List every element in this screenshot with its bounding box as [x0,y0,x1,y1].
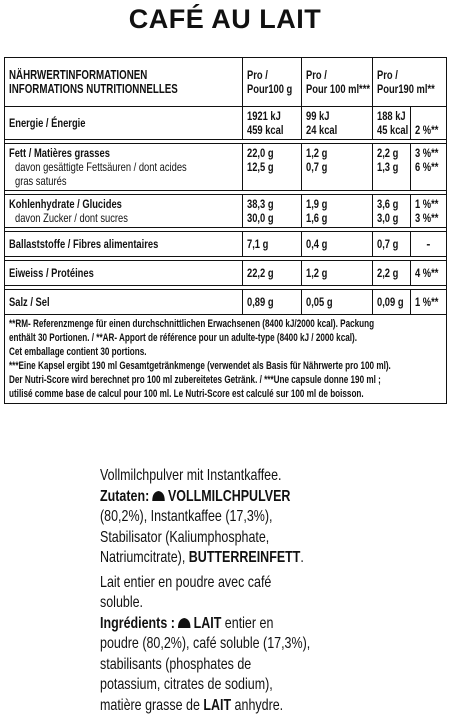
footnotes-row [5,315,447,404]
row-carbohydrates: Kohlenhydrate / Glucides davon Zucker / dont sucres 38,3 g 30,0 g 1,9 g 1,6 g 3,6 g 3,0 g 1 %** 3 %** [5,195,447,228]
protein-label: Eiweiss / Protéines [9,266,94,280]
milk-icon [152,490,166,502]
header-per-190ml: Pro / Pour190 ml** [372,58,446,107]
header-label: NÄHRWERTINFORMATIONEN INFORMATIONS NUTRITIONNELLES [5,58,243,107]
nutrition-table [4,57,447,404]
footnotes: **RM- Referenzmenge für einen durchschnittlichen Erwachsenen (8400 kJ/2000 kcal). Packung enthält 30 Portionen. / **AR- Apport de référence pour un adulte-type (8400 kJ / 2000 kcal). Cet emballage contient 30 portions. ***Eine Kapsel ergibt 190 ml Gesamtgetränkmenge (verwendet als Basis für Nährwerte pro 100 ml). Der Nutri-Score wird berechnet pro 100 ml zubereitetes Getränk. / ***Une capsule donne 190 ml ; utilisé comme base de calcul pour 100 ml. Le Nutri-Score est calculé sur 100 ml de boisson. [5,315,447,404]
row-energy: Energie / Énergie 1921 kJ 459 kcal 99 kJ 24 kcal 188 kJ 45 kcal 2 %** [5,107,447,140]
header-per-100g: Pro / Pour100 g [242,58,301,107]
fat-label: Fett / Matières grasses [9,146,110,160]
carbs-label: Kohlenhydrate / Glucides [9,197,122,211]
ingredients-block [100,466,430,720]
ingredients-french: Lait entier en poudre avec café soluble. Ingrédients : LAIT entier en poudre (80,2%), café soluble (17,3%), stabilisants (phosphates de potassium, citrates de sodium), matière grasse de LAIT anhydre. [100,573,311,714]
ingredients-german: Vollmilchpulver mit Instantkaffee. Zutaten: VOLLMILCHPULVER (80,2%), Instantkaffee (17,3%), Stabilisator (Kaliumphosphate, Natriumcitrate), BUTTERREINFETT. [100,467,304,566]
fibre-label: Ballaststoffe / Fibres alimentaires [9,237,159,251]
product-title: CAFÉ AU LAIT [128,4,322,34]
row-fibre: Ballaststoffe / Fibres alimentaires 7,1 g 0,4 g 0,7 g - [5,232,447,257]
row-fat: Fett / Matières grasses davon gesättigte Fettsäuren / dont acides gras saturés 22,0 g 12,5 g 1,2 g 0,7 g 2,2 g 1,3 g 3 %** 6 %** [5,144,447,191]
energy-label: Energie / Énergie [9,116,86,130]
table-header-row [5,58,447,107]
row-salt: Salz / Sel 0,89 g 0,05 g 0,09 g 1 %** [5,290,447,315]
header-per-100ml: Pro / Pour 100 ml*** [302,58,372,107]
milk-icon [177,617,191,629]
salt-label: Salz / Sel [9,295,50,309]
row-protein: Eiweiss / Protéines 22,2 g 1,2 g 2,2 g 4 %** [5,261,447,286]
